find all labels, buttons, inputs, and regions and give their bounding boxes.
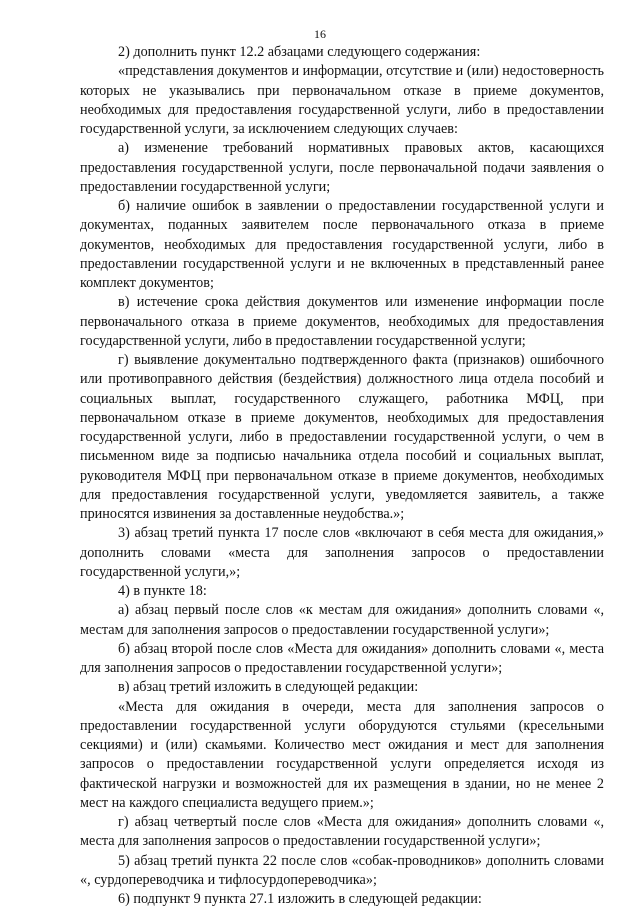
paragraph: 2) дополнить пункт 12.2 абзацами следующего содержания: (118, 44, 481, 60)
paragraph: 3) абзац третий пункта 17 после слов «включают в себя места для ожидания,» дополнить словами «места для заполнения запросов о предоставлении государственной услуги,»; (80, 525, 604, 580)
paragraph: «представления документов и информации, отсутствие и (или) недостоверность которых не указывались при первоначальном отказе в приеме документов, необходимых для предоставления государственной услуги, либо в предоставлении государственной услуги, за исключением следующих случаев: (80, 63, 604, 137)
paragraph: 6) подпункт 9 пункта 27.1 изложить в следующей редакции: (118, 891, 482, 907)
page-number: 16 (314, 27, 326, 41)
paragraph: а) изменение требований нормативных правовых актов, касающихся предоставления государственной услуги, после первоначальной подачи заявления о предоставлении государственной услуги; (80, 140, 604, 195)
document-body (80, 43, 604, 909)
paragraph: б) наличие ошибок в заявлении о предоставлении государственной услуги и документах, поданных заявителем после первоначального отказа в приеме документов, необходимых для предоставления государственной услуги, либо в предоставлении государственной услуги и не включенных в представленный ранее комплект документов; (80, 198, 604, 291)
paragraph: б) абзац второй после слов «Места для ожидания» дополнить словами «, места для заполнения запросов о предоставлении государственной услуги»; (80, 640, 604, 676)
paragraph: а) абзац первый после слов «к местам для ожидания» дополнить словами «, местам для заполнения запросов о предоставлении государственной услуги»; (80, 602, 604, 638)
paragraph: «Места для ожидания в очереди, места для заполнения запросов о предоставлении государственной услуги оборудуются стульями (кресельными секциями) и (или) скамьями. Количество мест ожидания и мест для заполнения запросов о предоставлении государственной услуги определяется исходя из фактической нагрузки и возможностей для их размещения в здании, но не менее 2 мест на каждого специалиста ведущего прием.»; (80, 698, 604, 811)
paragraph: г) абзац четвертый после слов «Места для ожидания» дополнить словами «, места для заполнения запросов о предоставлении государственной услуги»; (80, 814, 604, 850)
paragraph: 4) в пункте 18: (118, 583, 207, 599)
paragraph: в) абзац третий изложить в следующей редакции: (118, 679, 419, 696)
paragraph: 5) абзац третий пункта 22 после слов «собак-проводников» дополнить словами «, сурдопереводчика и тифлосурдопереводчика»; (80, 852, 604, 888)
paragraph: г) выявление документально подтвержденного факта (признаков) ошибочного или противоправного действия (бездействия) должностного лица отдела пособий и социальных выплат, государственного служащего, работника МФЦ, при первоначальном отказе в приеме документов, необходимых для предоставления государственной услуги, либо в предоставлении государственной услуги, о чем в письменном виде за подписью начальника отдела пособий и социальных выплат, руководителя МФЦ при первоначальном отказе в приеме документов, необходимых для предоставления государственной услуги, уведомляется заявитель, а также приносятся извинения за доставленные неудобства.»; (80, 352, 604, 522)
paragraph: в) истечение срока действия документов или изменение информации после первоначального отказа в приеме документов, необходимых для предоставления государственной услуги, либо в предоставлении государственной услуги; (80, 294, 604, 349)
